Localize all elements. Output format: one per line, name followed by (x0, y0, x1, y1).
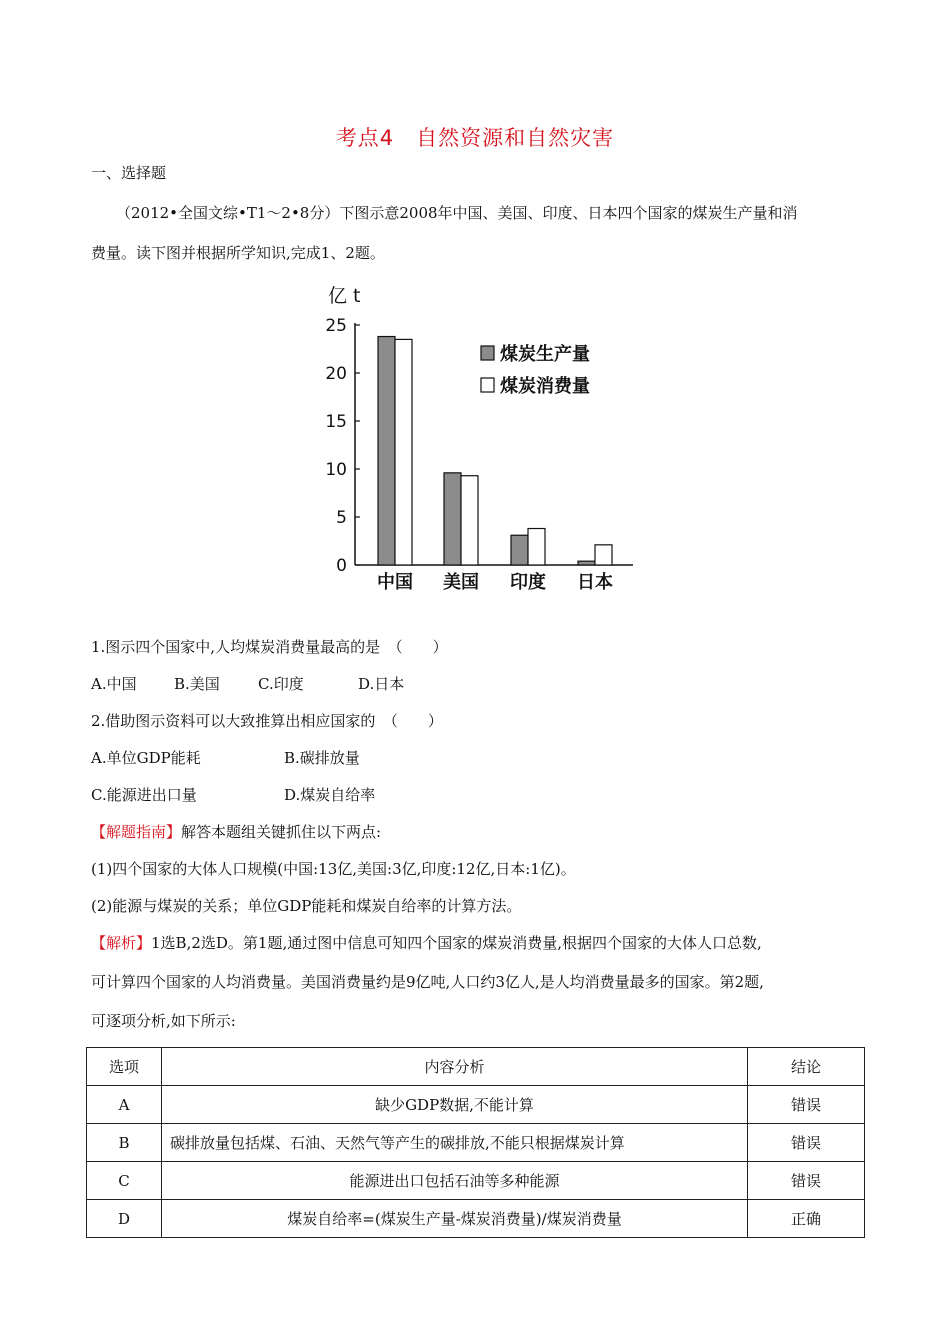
x-category-label: 日本 (577, 572, 613, 593)
table-cell: 碳排放量包括煤、石油、天然气等产生的碳排放,不能只根据煤炭计算 (162, 1124, 748, 1162)
table-cell: 错误 (748, 1162, 865, 1200)
table-row (87, 1124, 865, 1162)
q2-option-b: B.碳排放量 (284, 749, 360, 767)
table-cell: 煤炭自给率=(煤炭生产量-煤炭消费量)/煤炭消费量 (162, 1200, 748, 1238)
y-tick-label: 10 (325, 460, 347, 480)
table-cell: B (87, 1124, 162, 1162)
table-row (87, 1200, 865, 1238)
legend-swatch-production (481, 346, 494, 360)
table-header-conclusion: 结论 (748, 1048, 865, 1086)
intro-text: （2012•全国文综•T1～2•8分）下图示意2008年中国、美国、印度、日本四个国家的煤炭生产量和消 (116, 204, 798, 222)
analysis-line-3: 可逐项分析,如下所示: (91, 1012, 236, 1030)
q1-option-c: C.印度 (258, 675, 304, 693)
q2-stem: 2.借助图示资料可以大致推算出相应国家的 （ ） (91, 712, 443, 730)
table-row (87, 1162, 865, 1200)
q2-option-d: D.煤炭自给率 (284, 786, 376, 804)
analysis-table (86, 1047, 865, 1238)
section-heading: 一、选择题 (91, 164, 167, 182)
legend (481, 343, 590, 397)
bar-production-3 (578, 561, 595, 565)
q1-option-d: D.日本 (358, 675, 405, 693)
y-axis-label: 亿 t (328, 285, 361, 307)
q1-option-a: A.中国 (91, 675, 137, 693)
bar-production-0 (378, 337, 395, 565)
q1-stem: 1.图示四个国家中,人均煤炭消费量最高的是 （ ） (91, 638, 448, 656)
table-cell: D (87, 1200, 162, 1238)
analysis-line-2: 可计算四个国家的人均消费量。美国消费量约是9亿吨,人口约3亿人,是人均消费量最多的国家。第2题, (91, 973, 764, 991)
bar-consumption-2 (528, 529, 545, 565)
x-category-label: 美国 (443, 572, 479, 593)
q2-option-c: C.能源进出口量 (91, 786, 197, 804)
guide-point-2: (2)能源与煤炭的关系；单位GDP能耗和煤炭自给率的计算方法。 (91, 897, 522, 915)
table-cell: C (87, 1162, 162, 1200)
table-header-option: 选项 (87, 1048, 162, 1086)
guide-line (91, 821, 381, 842)
legend-swatch-consumption (481, 378, 494, 392)
y-tick-label: 25 (325, 316, 347, 336)
table-cell: 能源进出口包括石油等多种能源 (162, 1162, 748, 1200)
table-cell: 错误 (748, 1086, 865, 1124)
x-category-label: 中国 (377, 572, 413, 593)
table-cell: A (87, 1086, 162, 1124)
intro-text-cont: 费量。读下图并根据所学知识,完成1、2题。 (91, 244, 385, 262)
table-cell: 错误 (748, 1124, 865, 1162)
table-row (87, 1086, 865, 1124)
q2-option-a: A.单位GDP能耗 (91, 749, 201, 767)
analysis-tag: 【解析】 (91, 934, 152, 952)
y-tick-label: 5 (336, 508, 347, 528)
coal-bar-chart (300, 278, 660, 608)
x-category-label: 印度 (510, 572, 546, 593)
analysis-text-1: 1选B,2选D。第1题,通过图中信息可知四个国家的煤炭消费量,根据四个国家的大体人口总数, (151, 934, 762, 952)
y-tick-label: 15 (325, 412, 347, 432)
analysis-line-1 (91, 932, 762, 953)
bar-consumption-0 (395, 339, 412, 565)
legend-label-production: 煤炭生产量 (500, 344, 590, 365)
guide-tag: 【解题指南】 (91, 823, 182, 841)
y-tick-label: 20 (325, 364, 347, 384)
page-title: 考点4 自然资源和自然灾害 (335, 126, 615, 150)
table-cell: 正确 (748, 1200, 865, 1238)
guide-text: 解答本题组关键抓住以下两点: (181, 823, 382, 841)
y-tick-label: 0 (336, 556, 347, 576)
legend-label-consumption: 煤炭消费量 (500, 376, 590, 397)
table-header-row (87, 1048, 865, 1086)
bar-consumption-3 (595, 545, 612, 565)
bar-consumption-1 (461, 476, 478, 565)
guide-point-1: (1)四个国家的大体人口规模(中国:13亿,美国:3亿,印度:12亿,日本:1亿)。 (91, 860, 576, 878)
q1-option-b: B.美国 (174, 675, 220, 693)
bar-production-1 (444, 473, 461, 565)
table-header-content: 内容分析 (162, 1048, 748, 1086)
table-cell: 缺少GDP数据,不能计算 (162, 1086, 748, 1124)
bar-production-2 (511, 535, 528, 565)
